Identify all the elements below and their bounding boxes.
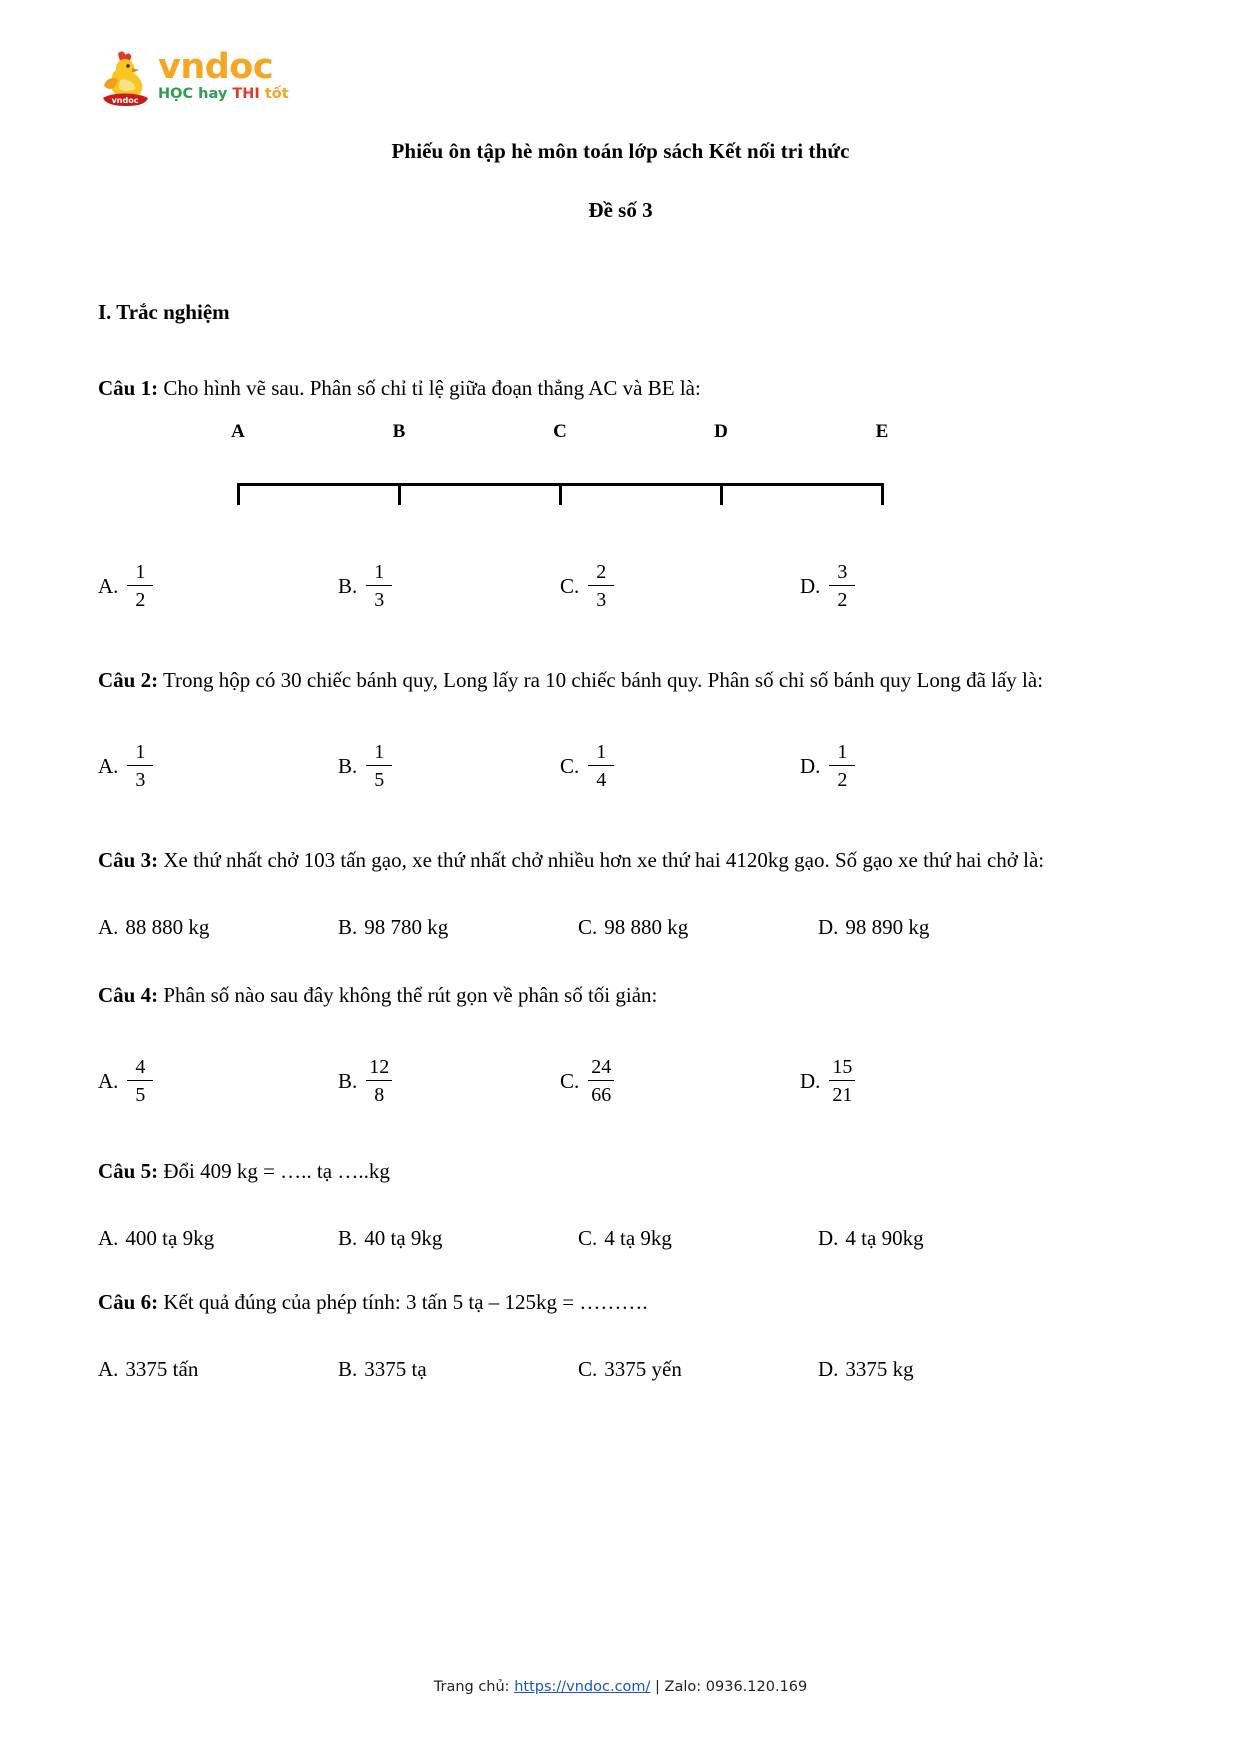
question-6-option-b[interactable] <box>338 1357 578 1382</box>
question-4-label: Câu 4: <box>98 983 159 1007</box>
option-letter: B. <box>338 1357 358 1381</box>
fraction <box>827 742 857 790</box>
question-3-option-c[interactable] <box>578 915 818 940</box>
number-line-labels <box>98 421 1148 451</box>
option-value: 98 780 kg <box>364 915 449 939</box>
question-4-text <box>98 974 1148 1016</box>
question-2-option-b[interactable] <box>338 742 560 790</box>
question-6-option-c[interactable] <box>578 1357 818 1382</box>
question-5-body: Đổi 409 kg = ….. tạ …..kg <box>158 1159 390 1183</box>
logo-wordmark: vndoc <box>158 47 274 87</box>
option-letter: C. <box>560 573 580 598</box>
question-1-body: Cho hình vẽ sau. Phân số chỉ tỉ lệ giữa đoạn thẳng AC và BE là: <box>158 376 701 400</box>
option-letter: C. <box>578 1226 598 1250</box>
fraction-numerator: 1 <box>374 561 385 583</box>
fraction-denominator: 3 <box>374 589 385 611</box>
fraction <box>586 742 616 790</box>
question-1-option-b[interactable] <box>338 562 560 610</box>
question-5-options <box>98 1226 1148 1251</box>
question-3-body: Xe thứ nhất chở 103 tấn gạo, xe thứ nhất chở nhiều hơn xe thứ hai 4120kg gạo. Số gạo xe thứ hai chở là: <box>158 848 1045 872</box>
page-footer <box>0 1679 1241 1695</box>
point-label-b: B <box>392 421 406 442</box>
option-letter: A. <box>98 1068 119 1093</box>
question-2-body: Trong hộp có 30 chiếc bánh quy, Long lấy ra 10 chiếc bánh quy. Phân số chỉ số bánh quy Long đã lấy là: <box>158 668 1044 692</box>
footer-prefix: Trang chủ: <box>433 1679 515 1695</box>
fraction <box>586 562 616 610</box>
fraction <box>586 1057 616 1105</box>
question-4-option-a[interactable] <box>98 1057 338 1105</box>
fraction-numerator: 3 <box>837 561 848 583</box>
fraction-numerator: 1 <box>374 741 385 763</box>
fraction <box>364 562 394 610</box>
question-2-options <box>98 727 1148 805</box>
fraction-denominator: 2 <box>837 769 848 791</box>
vndoc-logo <box>98 48 289 110</box>
point-label-a: A <box>231 421 245 442</box>
option-value: 40 tạ 9kg <box>364 1226 443 1250</box>
fraction <box>125 562 155 610</box>
fraction-numerator: 24 <box>591 1056 612 1078</box>
question-2-option-c[interactable] <box>560 742 800 790</box>
fraction <box>364 1057 394 1105</box>
fraction-numerator: 12 <box>369 1056 390 1078</box>
fraction-denominator: 4 <box>596 769 607 791</box>
question-4-option-d[interactable] <box>800 1057 857 1105</box>
question-3-option-a[interactable] <box>98 915 338 940</box>
option-value: 400 tạ 9kg <box>125 1226 215 1250</box>
question-3-text <box>98 839 1148 881</box>
question-1-label: Câu 1: <box>98 376 159 400</box>
section-heading-trac-nghiem: I. Trắc nghiệm <box>98 300 230 324</box>
fraction-numerator: 4 <box>135 1056 146 1078</box>
fraction-denominator: 3 <box>135 769 146 791</box>
question-5-option-a[interactable] <box>98 1226 338 1251</box>
option-value: 3375 kg <box>845 1357 914 1381</box>
option-letter: D. <box>818 1226 839 1250</box>
tagline-hoc: HỌC <box>158 86 194 102</box>
fraction-denominator: 5 <box>135 1084 146 1106</box>
option-letter: B. <box>338 915 358 939</box>
fraction-numerator: 15 <box>832 1056 853 1078</box>
question-5-option-d[interactable] <box>818 1226 924 1251</box>
question-6-option-a[interactable] <box>98 1357 338 1382</box>
fraction-numerator: 1 <box>596 741 607 763</box>
option-letter: A. <box>98 1226 119 1250</box>
rooster-mascot-icon <box>98 48 154 110</box>
question-4-option-c[interactable] <box>560 1057 800 1105</box>
option-value: 4 tạ 9kg <box>604 1226 672 1250</box>
question-5-option-b[interactable] <box>338 1226 578 1251</box>
point-label-d: D <box>714 421 728 442</box>
option-letter: D. <box>800 753 821 778</box>
question-1-text <box>98 367 1148 409</box>
question-6-label: Câu 6: <box>98 1290 159 1314</box>
option-letter: A. <box>98 753 119 778</box>
number-line-figure <box>98 421 1148 521</box>
point-label-c: C <box>553 421 567 442</box>
fraction-denominator: 2 <box>837 589 848 611</box>
option-letter: B. <box>338 573 358 598</box>
fraction-denominator: 8 <box>374 1084 385 1106</box>
option-letter: A. <box>98 573 119 598</box>
option-value: 88 880 kg <box>125 915 210 939</box>
point-label-e: E <box>875 421 889 442</box>
footer-suffix: | Zalo: 0936.120.169 <box>650 1679 808 1695</box>
fraction-denominator: 21 <box>832 1084 853 1106</box>
option-letter: C. <box>578 1357 598 1381</box>
fraction-denominator: 66 <box>591 1084 612 1106</box>
question-6-options <box>98 1357 1148 1382</box>
fraction-numerator: 2 <box>596 561 607 583</box>
document-body <box>98 300 1148 1382</box>
fraction <box>827 562 857 610</box>
option-value: 4 tạ 90kg <box>845 1226 924 1250</box>
option-letter: B. <box>338 753 358 778</box>
question-1-option-d[interactable] <box>800 562 857 610</box>
question-4-option-b[interactable] <box>338 1057 560 1105</box>
option-letter: C. <box>560 1068 580 1093</box>
fraction <box>364 742 394 790</box>
option-letter: D. <box>818 1357 839 1381</box>
option-value: 3375 yến <box>604 1357 682 1381</box>
fraction-numerator: 1 <box>837 741 848 763</box>
fraction <box>125 742 155 790</box>
question-5-text <box>98 1150 1148 1192</box>
option-letter: C. <box>578 915 598 939</box>
question-5-option-c[interactable] <box>578 1226 818 1251</box>
option-letter: B. <box>338 1226 358 1250</box>
page-subtitle: Đề số 3 <box>588 198 653 222</box>
option-letter: D. <box>800 1068 821 1093</box>
question-6-text <box>98 1281 1148 1323</box>
question-4-body: Phân số nào sau đây không thể rút gọn về phân số tối giản: <box>158 983 658 1007</box>
tagline-hay: hay <box>198 86 228 102</box>
option-letter: D. <box>818 915 839 939</box>
question-2-option-d[interactable] <box>800 742 857 790</box>
logo-tagline <box>158 86 289 102</box>
footer-home-link[interactable]: https://vndoc.com/ <box>514 1679 651 1695</box>
option-value: 98 880 kg <box>604 915 689 939</box>
question-6-option-d[interactable] <box>818 1357 914 1382</box>
fraction <box>827 1057 857 1105</box>
number-line-tick-e <box>881 483 884 505</box>
tagline-tot: tốt <box>264 86 289 102</box>
tagline-thi: THI <box>232 86 260 102</box>
page-title: Phiếu ôn tập hè môn toán lớp sách Kết nối tri thức <box>391 139 850 163</box>
option-letter: B. <box>338 1068 358 1093</box>
number-line-tick-a <box>237 483 240 505</box>
fraction-numerator: 1 <box>135 561 146 583</box>
question-2-label: Câu 2: <box>98 668 159 692</box>
number-line-tick-b <box>398 483 401 505</box>
question-1-options <box>98 547 1148 625</box>
option-value: 98 890 kg <box>845 915 930 939</box>
question-1-option-c[interactable] <box>560 562 800 610</box>
fraction-denominator: 2 <box>135 589 146 611</box>
question-3-option-d[interactable] <box>818 915 929 940</box>
fraction <box>125 1057 155 1105</box>
option-letter: A. <box>98 1357 119 1381</box>
question-2-text <box>98 659 1148 701</box>
option-value: 3375 tạ <box>364 1357 427 1381</box>
question-1-option-a[interactable] <box>98 562 338 610</box>
question-3-option-b[interactable] <box>338 915 578 940</box>
fraction-denominator: 5 <box>374 769 385 791</box>
number-line-tick-c <box>559 483 562 505</box>
question-5-label: Câu 5: <box>98 1159 159 1183</box>
option-value: 3375 tấn <box>125 1357 199 1381</box>
fraction-denominator: 3 <box>596 589 607 611</box>
option-letter: C. <box>560 753 580 778</box>
option-letter: D. <box>800 573 821 598</box>
question-6-body: Kết quả đúng của phép tính: 3 tấn 5 tạ – 125kg = ………. <box>158 1290 648 1314</box>
question-2-option-a[interactable] <box>98 742 338 790</box>
question-4-options <box>98 1042 1148 1120</box>
number-line-tick-d <box>720 483 723 505</box>
question-3-label: Câu 3: <box>98 848 159 872</box>
option-letter: A. <box>98 915 119 939</box>
fraction-numerator: 1 <box>135 741 146 763</box>
svg-text:vndoc: vndoc <box>111 96 139 105</box>
question-3-options <box>98 915 1148 940</box>
